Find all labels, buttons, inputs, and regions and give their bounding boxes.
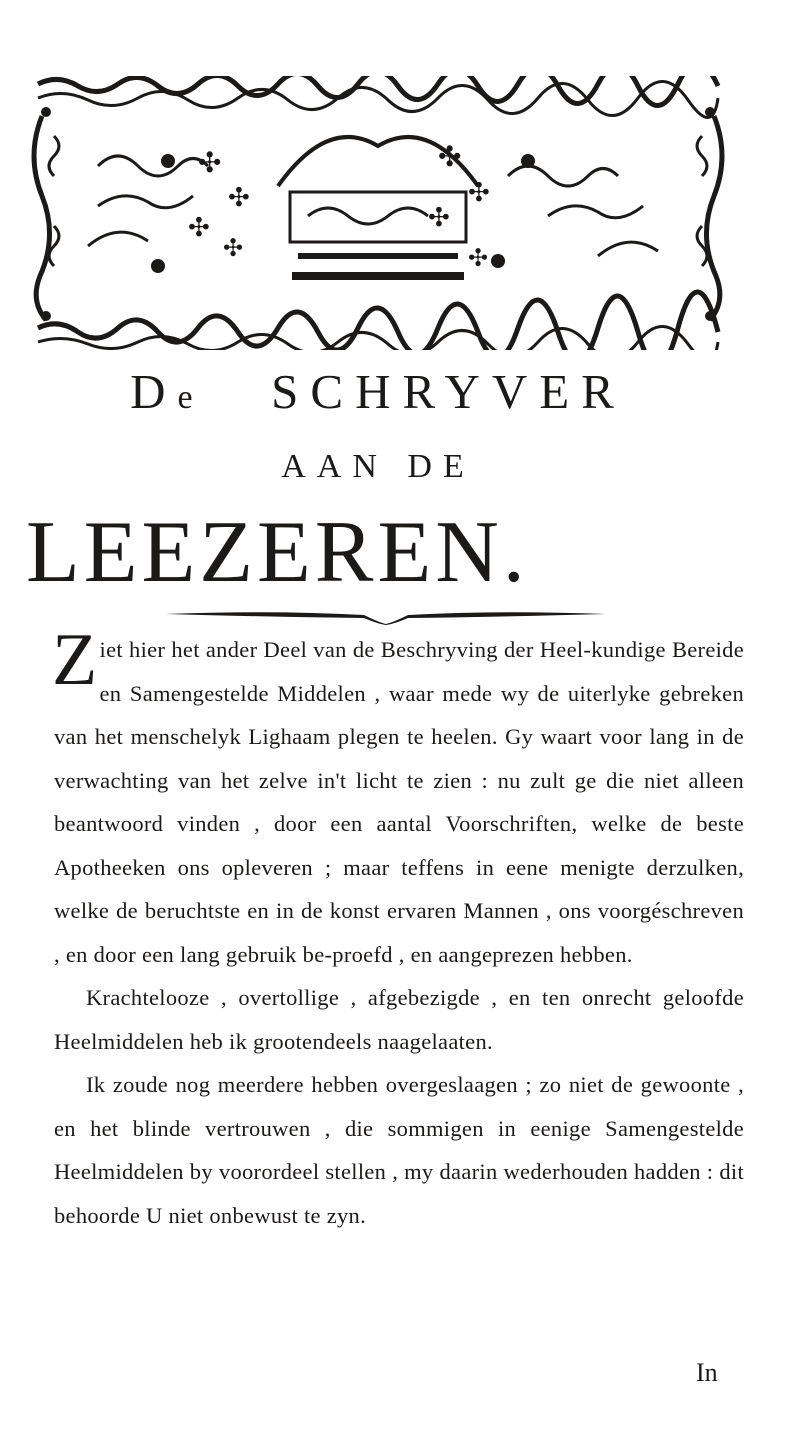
svg-text:✣: ✣ [188,213,210,243]
headpiece-ornament-icon [28,76,728,350]
dropcap: Z [52,619,98,701]
heading-leezeren: LEEZEREN. [26,504,529,601]
decorative-rule [164,606,608,626]
heading-de-schryver [0,364,756,419]
heading-schryver: SCHRYVER [271,364,626,419]
ornamental-headpiece [28,76,728,350]
heading-de-initial: D [130,364,178,419]
svg-text:✣: ✣ [223,234,244,262]
paragraph-2: Krachtelooze , overtollige , afgebezigde , en ten onrecht geloofde Heelmiddelen heb ik grootendeels naagelaaten. [54,985,744,1054]
svg-text:✣: ✣ [438,140,462,173]
svg-text:✣: ✣ [468,244,489,272]
svg-text:✣: ✣ [468,178,490,208]
svg-text:✣: ✣ [228,183,250,213]
svg-text:✣: ✣ [428,203,450,233]
paragraph-1 [52,619,744,976]
paragraph-1-text: iet hier het ander Deel van de Beschryving der Heel-kundige Bereide en Samengestelde Middelen , waar mede wy de uiterlyke gebreken van het menschelyk Lighaam plegen te heelen. Gy waart voor lang in de verwachting van het zelve in't licht te zien : nu zult ge die niet alleen beantwoord vinden , door een aantal Voorschriften, welke de beste Apotheeken ons opleveren ; maar teffens in eene menigte derzulken, welke de beruchtste en in de konst ervaren Mannen , ons voorgéschreven , en door een lang gebruik be-proefd , en aangeprezen hebben. [54,637,744,967]
rule-ornament-icon [164,606,608,626]
paragraph-3: Ik zoude nog meerdere hebben overgeslaagen ; zo niet de gewoonte , en het blinde vertrouwen , die sommigen in eenige Samengestelde Heelmiddelen by voorordeel stellen , my daarin wederhouden hadden : dit behoorde U niet onbewust te zyn. [54,1072,744,1228]
heading-de-rest: e [177,379,201,416]
heading-aan-de: AAN DE [281,448,475,485]
body-text [52,619,744,1237]
catchword: In [696,1358,718,1387]
svg-text:✣: ✣ [198,146,222,179]
